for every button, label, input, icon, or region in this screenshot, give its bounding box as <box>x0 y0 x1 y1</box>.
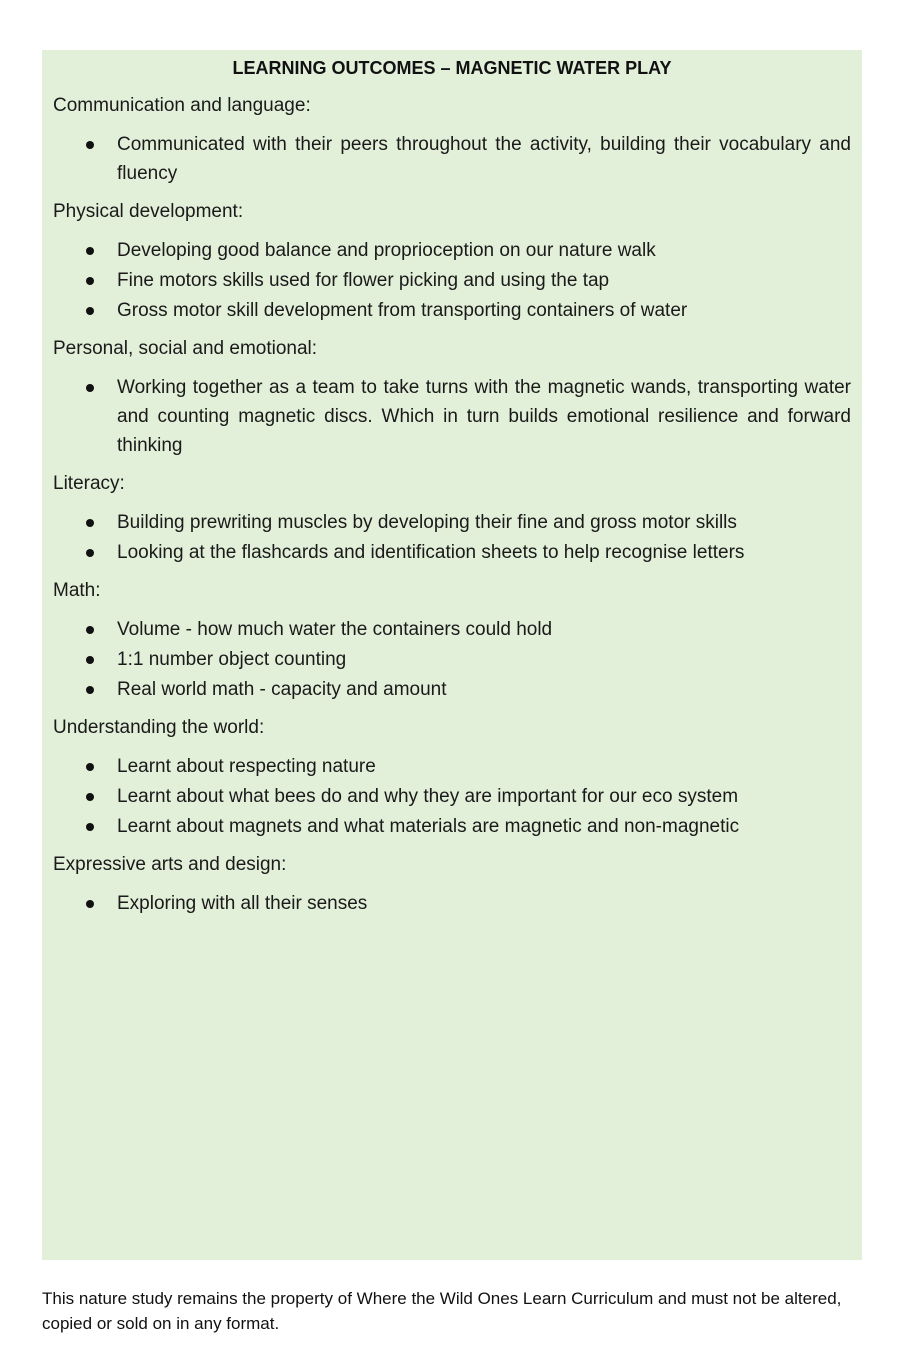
list-item-text: Volume - how much water the containers could hold <box>117 619 553 640</box>
outcome-section <box>53 200 851 325</box>
bullet-dot-icon <box>86 763 94 771</box>
bullet-list <box>53 889 851 918</box>
list-item <box>53 266 851 295</box>
list-item-text: Learnt about what bees do and why they are important for our eco system <box>117 786 739 807</box>
bullet-dot-icon <box>86 277 94 285</box>
section-heading: Expressive arts and design: <box>53 854 287 875</box>
bullet-dot-icon <box>86 656 94 664</box>
list-item-text: Developing good balance and proprioception on our nature walk <box>117 240 656 261</box>
list-item <box>53 615 851 644</box>
list-item <box>53 296 851 325</box>
bullet-dot-icon <box>86 793 94 801</box>
list-item <box>53 812 851 841</box>
copyright-footer: This nature study remains the property of Where the Wild Ones Learn Curriculum and must not be altered, copied or sold on in any format. <box>42 1289 842 1333</box>
list-item <box>53 645 851 674</box>
list-item <box>53 236 851 265</box>
list-item-text: Learnt about respecting nature <box>117 756 376 777</box>
list-item <box>53 675 851 704</box>
bullet-list <box>53 236 851 325</box>
bullet-dot-icon <box>86 519 94 527</box>
section-heading: Understanding the world: <box>53 717 265 738</box>
page-title: LEARNING OUTCOMES – MAGNETIC WATER PLAY <box>232 58 672 78</box>
bullet-dot-icon <box>86 384 94 392</box>
bullet-list <box>53 508 851 567</box>
bullet-list <box>53 615 851 704</box>
list-item-text: Looking at the flashcards and identification sheets to help recognise letters <box>117 542 745 563</box>
list-item-text: Communicated with their peers throughout the activity, building their vocabulary and fluency <box>117 134 851 184</box>
section-heading: Communication and language: <box>53 95 311 116</box>
outcome-section <box>53 579 851 704</box>
list-item <box>53 508 851 537</box>
list-item-text: Exploring with all their senses <box>117 893 368 914</box>
outcome-section <box>53 472 851 567</box>
bullet-dot-icon <box>86 307 94 315</box>
list-item-text: Building prewriting muscles by developing their fine and gross motor skills <box>117 512 737 533</box>
list-item <box>53 752 851 781</box>
list-item-text: Real world math - capacity and amount <box>117 679 447 700</box>
list-item-text: 1:1 number object counting <box>117 649 347 670</box>
section-heading: Math: <box>53 580 101 601</box>
list-item <box>53 130 851 188</box>
list-item-text: Fine motors skills used for flower picking and using the tap <box>117 270 610 291</box>
sections-container <box>53 94 851 918</box>
bullet-dot-icon <box>86 900 94 908</box>
bullet-dot-icon <box>86 823 94 831</box>
bullet-dot-icon <box>86 247 94 255</box>
list-item-text: Learnt about magnets and what materials are magnetic and non-magnetic <box>117 816 740 837</box>
outcome-section <box>53 716 851 841</box>
section-heading: Personal, social and emotional: <box>53 338 318 359</box>
list-item <box>53 782 851 811</box>
bullet-list <box>53 130 851 188</box>
outcome-section <box>53 853 851 918</box>
bullet-dot-icon <box>86 626 94 634</box>
list-item <box>53 538 851 567</box>
bullet-list <box>53 752 851 841</box>
list-item-text: Working together as a team to take turns with the magnetic wands, transporting water and counting magnetic discs. Which in turn builds emotional resilience and forward thinking <box>117 377 851 456</box>
section-heading: Literacy: <box>53 473 125 494</box>
list-item <box>53 373 851 460</box>
list-item-text: Gross motor skill development from transporting containers of water <box>117 300 688 321</box>
outcome-section <box>53 337 851 460</box>
bullet-dot-icon <box>86 549 94 557</box>
section-heading: Physical development: <box>53 201 244 222</box>
bullet-dot-icon <box>86 141 94 149</box>
list-item <box>53 889 851 918</box>
learning-outcomes-panel <box>42 50 862 1260</box>
outcome-section <box>53 94 851 188</box>
bullet-dot-icon <box>86 686 94 694</box>
bullet-list <box>53 373 851 460</box>
